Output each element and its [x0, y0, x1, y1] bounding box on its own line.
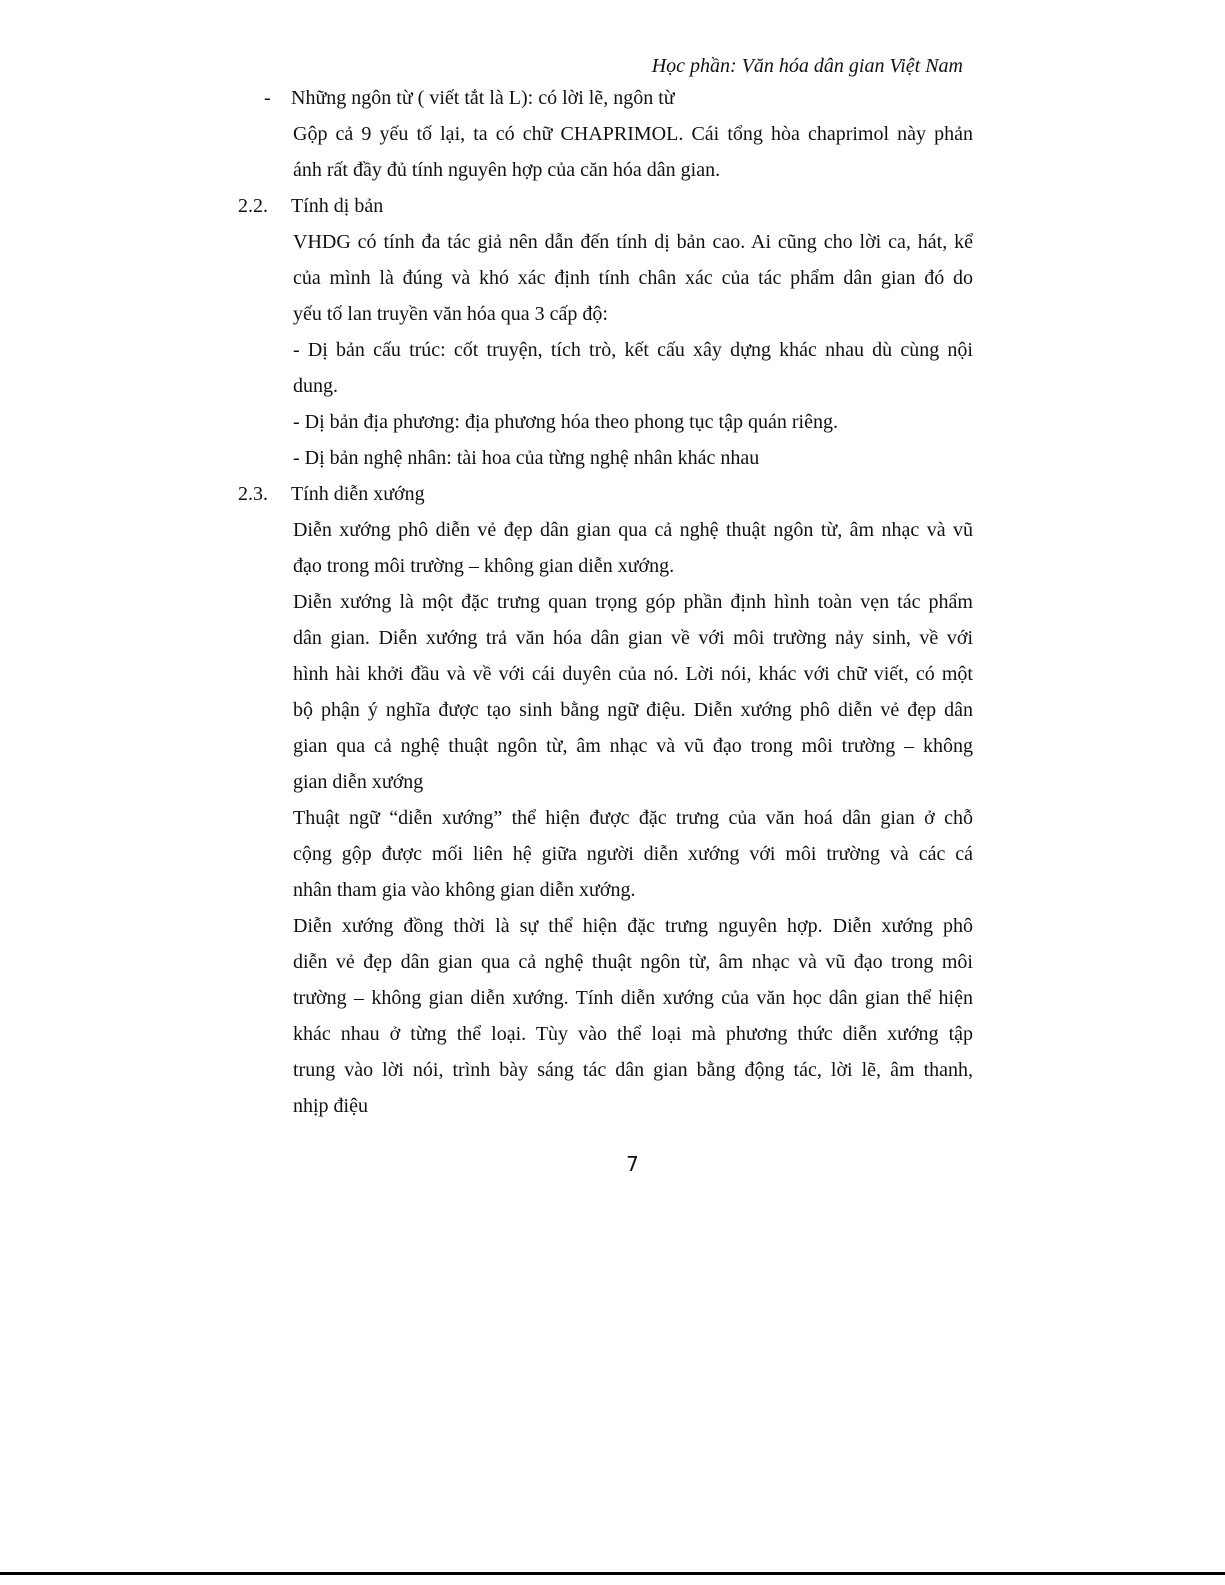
paragraph-line: của mình là đúng và khó xác định tính chân xác của tác phẩm dân gian đó do: [293, 267, 973, 289]
list-item: - Dị bản địa phương: địa phương hóa theo phong tục tập quán riêng.: [293, 411, 838, 433]
paragraph-line: Diễn xướng là một đặc trưng quan trọng góp phần định hình toàn vẹn tác phẩm: [293, 591, 973, 613]
page-number: 7: [626, 1152, 639, 1176]
bullet-dash: -: [264, 87, 271, 109]
list-item-line: - Dị bản cấu trúc: cốt truyện, tích trò, kết cấu xây dựng khác nhau dù cùng nội: [293, 339, 973, 361]
bullet-text: Những ngôn từ ( viết tắt là L): có lời lẽ, ngôn từ: [291, 87, 675, 109]
list-item-line: dung.: [293, 375, 338, 397]
paragraph-line: diễn vẻ đẹp dân gian qua cả nghệ thuật ngôn từ, âm nhạc và vũ đạo trong môi: [293, 951, 973, 973]
bottom-border: [0, 1572, 1225, 1575]
paragraph-line: gian diễn xướng: [293, 771, 424, 793]
paragraph-line: Thuật ngữ “diễn xướng” thể hiện được đặc trưng của văn hoá dân gian ở chỗ: [293, 807, 973, 829]
section-title: Tính diễn xướng: [291, 483, 425, 505]
paragraph-line: trường – không gian diễn xướng. Tính diễn xướng của văn học dân gian thể hiện: [293, 987, 973, 1009]
paragraph-line: nhân tham gia vào không gian diễn xướng.: [293, 879, 636, 901]
paragraph-line: hình hài khởi đầu và về với cái duyên của nó. Lời nói, khác với chữ viết, có một: [293, 663, 973, 685]
summary-line: ánh rất đầy đủ tính nguyên hợp của căn hóa dân gian.: [293, 159, 721, 181]
paragraph-line: khác nhau ở từng thể loại. Tùy vào thể loại mà phương thức diễn xướng tập: [293, 1023, 973, 1045]
paragraph-line: dân gian. Diễn xướng trả văn hóa dân gian về với môi trường nảy sinh, về với: [293, 627, 973, 649]
paragraph-line: Diễn xướng phô diễn vẻ đẹp dân gian qua cả nghệ thuật ngôn từ, âm nhạc và vũ: [293, 519, 973, 541]
paragraph-line: bộ phận ý nghĩa được tạo sinh bằng ngữ điệu. Diễn xướng phô diễn vẻ đẹp dân: [293, 699, 973, 721]
paragraph-line: gian qua cả nghệ thuật ngôn từ, âm nhạc và vũ đạo trong môi trường – không: [293, 735, 973, 757]
paragraph-line: đạo trong môi trường – không gian diễn xướng.: [293, 555, 675, 577]
running-header: Học phần: Văn hóa dân gian Việt Nam: [651, 55, 963, 77]
section-title: Tính dị bản: [291, 195, 384, 217]
section-number: 2.2.: [238, 195, 268, 217]
paragraph-line: yếu tố lan truyền văn hóa qua 3 cấp độ:: [293, 303, 608, 325]
paragraph-line: nhịp điệu: [293, 1095, 368, 1117]
paragraph-line: trung vào lời nói, trình bày sáng tác dân gian bằng động tác, lời lẽ, âm thanh,: [293, 1059, 973, 1081]
paragraph-line: VHDG có tính đa tác giả nên dẫn đến tính dị bản cao. Ai cũng cho lời ca, hát, kể: [293, 231, 973, 253]
paragraph-line: cộng gộp được mối liên hệ giữa người diễn xướng với môi trường và các cá: [293, 843, 973, 865]
paragraph-line: Diễn xướng đồng thời là sự thể hiện đặc trưng nguyên hợp. Diễn xướng phô: [293, 915, 973, 937]
summary-line: Gộp cả 9 yếu tố lại, ta có chữ CHAPRIMOL. Cái tổng hòa chaprimol này phản: [293, 123, 973, 145]
list-item: - Dị bản nghệ nhân: tài hoa của từng nghệ nhân khác nhau: [293, 447, 760, 469]
section-number: 2.3.: [238, 483, 268, 505]
